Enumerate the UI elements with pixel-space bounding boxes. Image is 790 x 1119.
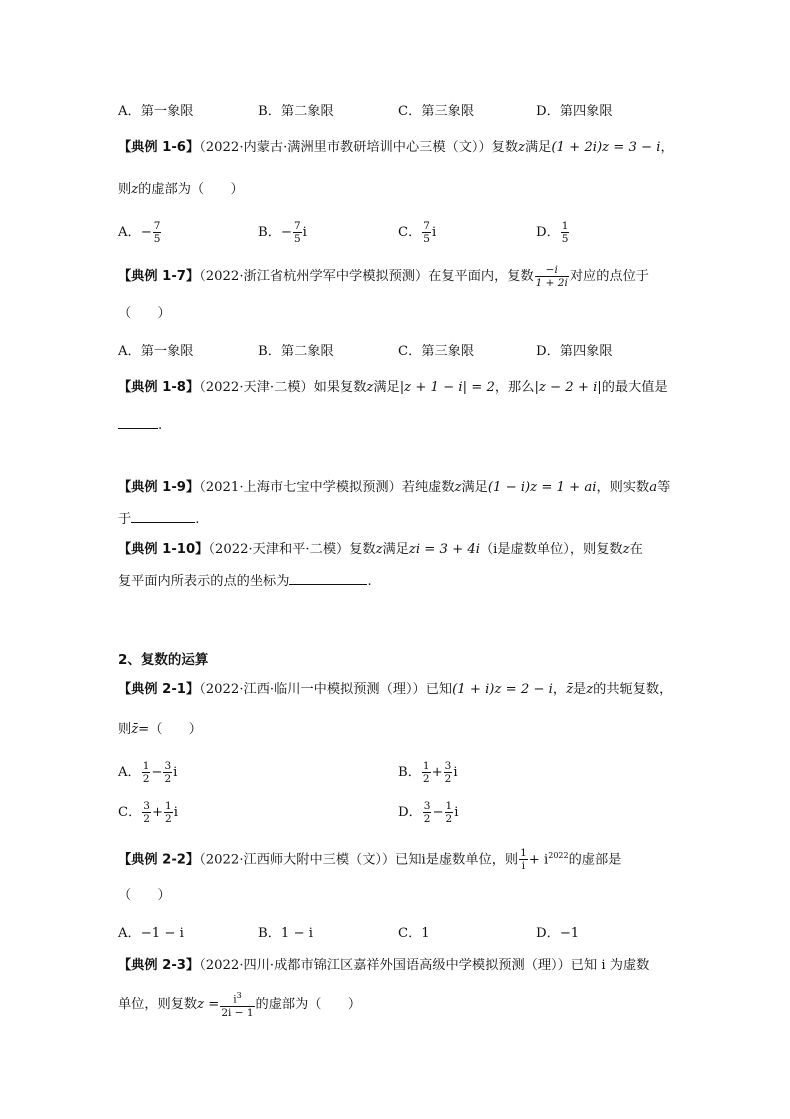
question-2-2 xyxy=(118,846,621,872)
text: 的共轭复数， xyxy=(593,682,673,697)
label: C． xyxy=(398,225,422,240)
label: B．− xyxy=(258,225,292,240)
question-1-10 xyxy=(118,540,643,560)
option-b xyxy=(258,220,307,245)
example-tag: 【典例 2-1】 xyxy=(118,682,200,697)
example-tag: 【典例 1-7】 xyxy=(118,269,200,284)
text: i xyxy=(453,765,458,780)
numerator: 1 xyxy=(520,847,527,860)
question-2-2-line2: （ ） xyxy=(118,888,171,903)
text: 满足 xyxy=(461,480,488,495)
example-tag: 【典例 1-8】 xyxy=(118,380,200,395)
fraction xyxy=(220,990,254,1019)
text: . xyxy=(367,574,372,589)
fraction xyxy=(163,760,172,785)
var-z: z xyxy=(375,542,383,557)
fraction xyxy=(561,220,570,245)
var-a: a xyxy=(649,480,658,495)
text: 对应的点位于 xyxy=(569,269,649,284)
equation: zi = 3 + 4i xyxy=(408,542,480,557)
example-tag: 【典例 2-2】 xyxy=(118,852,200,868)
question-source: （2022·内蒙古·满洲里市教研培训中心三模（文））复数 xyxy=(199,140,519,155)
fraction xyxy=(423,800,432,825)
numerator: 1 xyxy=(165,800,172,812)
equation: (1 − i)z = 1 + ai xyxy=(487,480,597,495)
question-2-3-line2 xyxy=(118,990,361,1019)
option-d: D．第四象限 xyxy=(536,104,613,119)
text: 在 xyxy=(629,542,643,557)
label: C． xyxy=(118,805,142,820)
option-a xyxy=(118,760,177,785)
var-z-bar: z̄ xyxy=(131,722,139,737)
denominator: 2 xyxy=(143,813,150,825)
denominator: i xyxy=(521,860,526,873)
exponent: 3 xyxy=(236,991,242,1000)
question-source: （2022·江西师大附中三模（文））已知i是虚数单位，则 xyxy=(199,852,519,868)
equation: |z + 1 − i| = 2 xyxy=(399,380,495,395)
example-tag: 【典例 1-9】 xyxy=(118,480,200,495)
denominator: 2 xyxy=(444,773,452,785)
numerator: −i xyxy=(535,264,569,277)
option-c: C．1 xyxy=(398,926,430,941)
fraction xyxy=(293,220,302,245)
answer-blank[interactable] xyxy=(118,416,158,429)
question-2-3 xyxy=(118,956,649,976)
text: + i xyxy=(528,852,549,868)
text: ，那么 xyxy=(494,380,535,395)
label: D． xyxy=(536,225,560,240)
question-1-7-line2: （ ） xyxy=(118,306,171,321)
text: ， xyxy=(660,140,674,155)
var-z: z xyxy=(454,480,462,495)
option-c: C．第三象限 xyxy=(398,104,475,119)
example-tag: 【典例 2-3】 xyxy=(118,958,200,973)
text: 单位，则复数 xyxy=(118,996,198,1012)
question-1-8 xyxy=(118,378,668,398)
text: =（ ） xyxy=(138,722,202,737)
numerator: 7 xyxy=(293,220,301,232)
question-source: （2022·天津·二模）如果复数 xyxy=(199,380,367,395)
fraction xyxy=(142,800,151,825)
option-c xyxy=(118,800,178,825)
operator: + xyxy=(431,765,443,780)
option-b: B．第二象限 xyxy=(258,104,334,119)
text: 的虚部是 xyxy=(568,852,622,868)
text: i xyxy=(302,225,307,240)
numerator xyxy=(220,990,254,1007)
text: 于 xyxy=(118,512,132,527)
option-d xyxy=(398,800,458,825)
fraction xyxy=(444,760,453,785)
option-a: A．−1 − i xyxy=(118,926,184,941)
example-tag: 【典例 1-6】 xyxy=(118,140,200,155)
text: i xyxy=(173,805,178,820)
numerator: 1 xyxy=(422,760,430,772)
question-1-6-line2 xyxy=(118,180,244,200)
text: 是 xyxy=(573,682,587,697)
option-a: A．第一象限 xyxy=(118,344,194,359)
text: 满足 xyxy=(525,140,552,155)
label: A．− xyxy=(118,225,152,240)
question-source: （2022·天津和平·二模）复数 xyxy=(208,542,376,557)
question-1-9 xyxy=(118,478,670,498)
option-d: D．第四象限 xyxy=(536,344,613,359)
option-d: D．−1 xyxy=(536,926,580,941)
label: B． xyxy=(398,765,421,780)
fraction xyxy=(519,847,528,872)
exponent: 2022 xyxy=(548,851,569,860)
var-z: z xyxy=(366,380,374,395)
option-b: B．第二象限 xyxy=(258,344,334,359)
option-c: C．第三象限 xyxy=(398,344,475,359)
question-2-1-line2 xyxy=(118,720,202,740)
text: ， xyxy=(552,682,567,697)
numerator: 3 xyxy=(444,760,452,772)
text: i xyxy=(173,765,178,780)
section-title: 2、复数的运算 xyxy=(118,652,209,668)
numerator: 3 xyxy=(423,800,431,812)
text: 则 xyxy=(118,182,132,197)
question-1-9-line2 xyxy=(118,510,199,530)
question-2-1 xyxy=(118,680,672,700)
label: A． xyxy=(118,765,141,780)
text: 满足 xyxy=(382,542,409,557)
question-source: （2022·浙江省杭州学军中学模拟预测）在复平面内，复数 xyxy=(199,269,534,284)
numerator: 7 xyxy=(153,220,161,232)
label: D． xyxy=(398,805,422,820)
text: . xyxy=(158,418,163,433)
numerator: 1 xyxy=(561,220,569,232)
question-1-10-line2 xyxy=(118,572,372,592)
answer-blank[interactable] xyxy=(289,572,367,585)
numerator: 7 xyxy=(423,220,430,232)
var-z: z xyxy=(518,140,525,155)
var-z-bar: z̄ xyxy=(566,682,574,697)
option-b xyxy=(398,760,458,785)
text: . xyxy=(195,512,200,527)
text: i xyxy=(454,805,459,820)
fraction xyxy=(422,760,431,785)
operator: − xyxy=(151,765,163,780)
option-a: A．第一象限 xyxy=(118,104,194,119)
denominator: 5 xyxy=(153,233,161,245)
text: 的虚部为（ ） xyxy=(138,182,244,197)
fraction xyxy=(445,800,454,825)
numerator: 1 xyxy=(142,760,150,772)
text: ，则实数 xyxy=(596,480,650,495)
numerator: 1 xyxy=(445,800,453,812)
denominator: 2 xyxy=(142,773,150,785)
var-z: z xyxy=(622,542,630,557)
answer-blank[interactable] xyxy=(131,510,195,523)
equation: z = xyxy=(197,996,220,1012)
fraction xyxy=(153,220,162,245)
question-1-6 xyxy=(118,138,674,158)
option-b: B．1 − i xyxy=(258,926,313,941)
equation: (1 + i)z = 2 − i xyxy=(452,682,553,697)
denominator: 2 xyxy=(445,813,453,825)
question-1-7 xyxy=(118,264,649,289)
denominator: 2i − 1 xyxy=(221,1006,254,1019)
text: 则 xyxy=(118,722,132,737)
operator: − xyxy=(432,805,444,820)
example-tag: 【典例 1-10】 xyxy=(118,542,209,557)
question-source: （2022·江西·临川一中模拟预测（理））已知 xyxy=(199,682,453,697)
denominator: 5 xyxy=(561,233,569,245)
question-source: （2021·上海市七宝中学模拟预测）若纯虚数 xyxy=(199,480,455,495)
var-z: z xyxy=(586,682,594,697)
fraction xyxy=(535,264,569,289)
question-1-8-line2 xyxy=(118,416,162,436)
denominator: 1 + 2i xyxy=(535,277,568,289)
numerator-base: i xyxy=(233,993,237,1006)
equation: (1 + 2i)z = 3 − i xyxy=(551,140,661,155)
denominator: 2 xyxy=(422,773,430,785)
text: 等 xyxy=(657,480,671,495)
fraction xyxy=(164,800,173,825)
option-a xyxy=(118,220,162,245)
var-z: z xyxy=(131,182,139,197)
text: 复平面内所表示的点的坐标为 xyxy=(118,574,290,589)
denominator: 5 xyxy=(423,233,430,245)
fraction xyxy=(142,760,151,785)
numerator: 3 xyxy=(143,800,150,812)
denominator: 2 xyxy=(164,773,172,785)
numerator: 3 xyxy=(164,760,172,772)
denominator: 2 xyxy=(423,813,431,825)
operator: + xyxy=(151,805,164,820)
question-source: （2022·四川·成都市锦江区嘉祥外国语高级中学模拟预测（理））已知 i 为虚数 xyxy=(199,958,650,973)
fraction xyxy=(422,220,431,245)
text: 满足 xyxy=(373,380,400,395)
denominator: 5 xyxy=(293,233,301,245)
option-c xyxy=(398,220,436,245)
option-d xyxy=(536,220,570,245)
equation: |z − 2 + i| xyxy=(534,380,602,395)
denominator: 2 xyxy=(165,813,172,825)
text: 的最大值是 xyxy=(601,380,668,395)
text: 的虚部为（ ） xyxy=(255,996,362,1012)
text: i xyxy=(431,225,437,240)
text: （i是虚数单位），则复数 xyxy=(479,542,623,557)
